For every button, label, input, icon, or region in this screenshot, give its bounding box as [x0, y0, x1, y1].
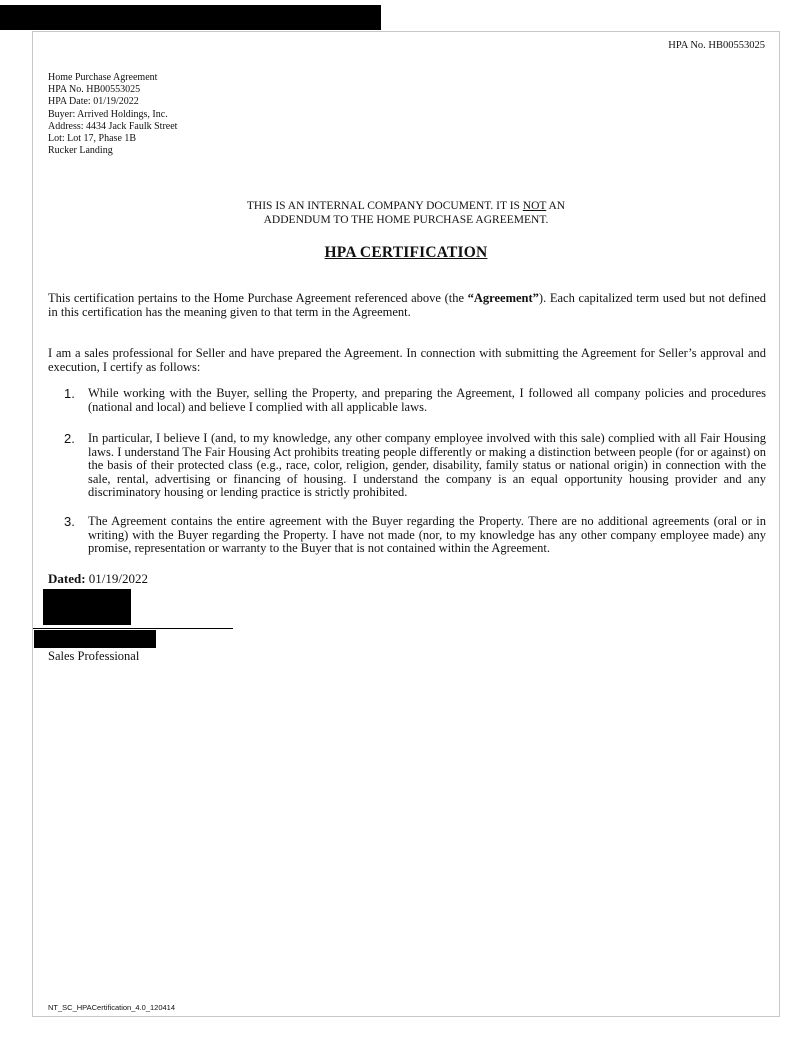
item-number: 2. — [64, 431, 75, 446]
redaction-bar-top — [0, 5, 381, 30]
redacted-signature — [43, 589, 131, 625]
item-text: In particular, I believe I (and, to my knowledge, any other company employee involved with this sale) complied with all Fair Housing laws. I understand The Fair Housing Act prohibits treating people differently or making a distinction between people (for or against) on the basis of their protected class (e.g., race, color, religion, gender, disability, family status or national origin) in connection with the sale, rental, advertising or financing of housing. I understand the company is an equal opportunity housing provider and any discriminatory housing or lending practice is strictly prohibited. — [88, 431, 766, 500]
header-line: Home Purchase Agreement — [48, 72, 158, 83]
dated-line — [48, 571, 148, 587]
intro-paragraph: This certification pertains to the Home Purchase Agreement referenced above (the “Agreement”). Each capitalized term used but not defined in this certification has the meaning given to that term in the Agreement. — [48, 291, 766, 319]
dated-label: Dated: — [48, 571, 86, 586]
redacted-signer-name — [34, 630, 156, 648]
header-line: Rucker Landing — [48, 145, 113, 157]
dated-value: 01/19/2022 — [88, 571, 149, 586]
item-number: 3. — [64, 514, 75, 529]
hpa-number-top-right: HPA No. HB00553025 — [668, 40, 765, 51]
notice-line-2: ADDENDUM TO THE HOME PURCHASE AGREEMENT. — [263, 214, 549, 226]
internal-document-notice — [33, 199, 779, 227]
header-line: HPA No. HB00553025 — [48, 84, 141, 96]
form-footer-code: NT_SC_HPACertification_4.0_120414 — [48, 1003, 176, 1012]
document-page — [32, 31, 780, 1017]
item-text: The Agreement contains the entire agreement with the Buyer regarding the Property. There are no additional agreements (oral or in writing) with the Buyer regarding the Property. I have not made (nor, to my knowledge has any other company employee made) any promise, representation or warranty to the Buyer that is not contained within the Agreement. — [88, 514, 766, 556]
agreement-header-block — [48, 72, 177, 157]
document-title: HPA CERTIFICATION — [324, 244, 488, 261]
item-number: 1. — [64, 386, 75, 401]
header-line: Address: 4434 Jack Faulk Street — [48, 120, 178, 132]
notice-underlined-word: NOT — [522, 200, 547, 212]
signature-line — [33, 628, 233, 629]
item-text: While working with the Buyer, selling the Property, and preparing the Agreement, I followed all company policies and procedures (national and local) and believe I complied with all applicable laws. — [88, 386, 766, 414]
header-line: Lot: Lot 17, Phase 1B — [48, 133, 137, 145]
notice-line-1: THIS IS AN INTERNAL COMPANY DOCUMENT. IT IS NOT AN — [246, 200, 566, 212]
certify-paragraph: I am a sales professional for Seller and have prepared the Agreement. In connection with submitting the Agreement for Seller’s approval and execution, I certify as follows: — [48, 346, 766, 374]
agreement-term: “Agreement” — [467, 291, 539, 305]
header-line: Buyer: Arrived Holdings, Inc. — [48, 108, 168, 120]
header-line: HPA Date: 01/19/2022 — [48, 96, 139, 108]
signer-role: Sales Professional — [48, 649, 140, 663]
